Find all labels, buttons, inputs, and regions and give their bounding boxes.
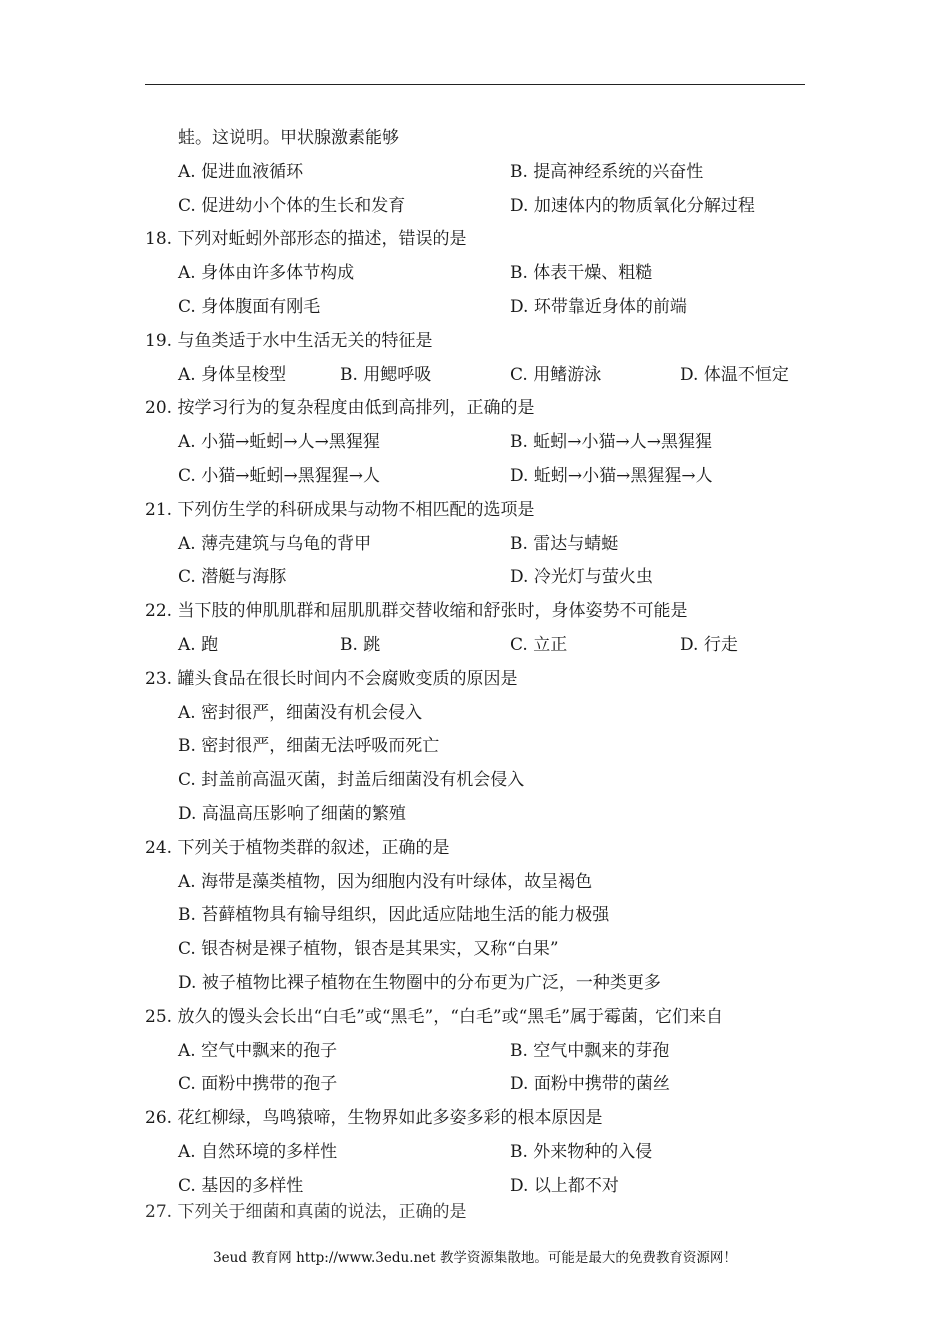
q21-options-row-1 [145,528,805,562]
q18-option-b: B. 体表干燥、粗糙 [510,263,653,284]
q17-option-b: B. 提高神经系统的兴奋性 [510,161,704,182]
q24-option-b: B. 苔藓植物具有输导组织，因此适应陆地生活的能力极强 [178,905,610,926]
q26-options-row-2 [145,1170,805,1204]
q20-option-d: D. 蚯蚓→小猫→黑猩猩→人 [510,465,713,486]
q24-option-d: D. 被子植物比裸子植物在生物圈中的分布更为广泛，一种类更多 [178,972,661,993]
q21-option-c: C. 潜艇与海豚 [178,567,287,588]
q17-option-d: D. 加速体内的物质氧化分解过程 [510,195,755,216]
q23-option-b: B. 密封很严，细菌无法呼吸而死亡 [178,736,440,757]
q20-stem: 20. 按学习行为的复杂程度由低到高排列，正确的是 [145,398,535,419]
q18-option-d: D. 环带靠近身体的前端 [510,296,687,317]
q21-option-d: D. 冷光灯与萤火虫 [510,567,653,588]
q18-option-c: C. 身体腹面有刚毛 [178,296,321,317]
q21-option-a: A. 薄壳建筑与乌龟的背甲 [178,533,372,554]
q19-options-row [145,359,805,393]
q17-options-row-2 [145,190,805,224]
q19-option-a: A. 身体呈梭型 [178,364,287,385]
q19-option-c: C. 用鳍游泳 [510,364,602,385]
q24-option-c: C. 银杏树是裸子植物，银杏是其果实，又称“白果” [178,939,559,960]
q23-stem: 23. 罐头食品在很长时间内不会腐败变质的原因是 [145,668,518,689]
q17-option-a: A. 促进血液循环 [178,161,304,182]
q26-options-row-1 [145,1136,805,1170]
q18-options-row-1 [145,257,805,291]
page-footer: 3eud 教育网 http://www.3edu.net 教学资源集散地。可能是最大的免费教育资源网！ [213,1250,737,1266]
q25-options-row-2 [145,1068,805,1102]
q18-options-row-2 [145,291,805,325]
q20-option-a: A. 小猫→蚯蚓→人→黑猩猩 [178,432,380,453]
q25-options-row-1 [145,1035,805,1069]
q19-option-d: D. 体温不恒定 [680,364,789,385]
q26-stem: 26. 花红柳绿，鸟鸣猿啼，生物界如此多姿多彩的根本原因是 [145,1108,603,1129]
q24-stem: 24. 下列关于植物类群的叙述，正确的是 [145,837,450,858]
q20-options-row-1 [145,426,805,460]
q22-option-b: B. 跳 [340,634,381,655]
q27-stem-text: 27. 下列关于细菌和真菌的说法，正确的是 [145,1202,467,1222]
q26-option-b: B. 外来物种的入侵 [510,1141,653,1162]
q22-options-row [145,629,805,663]
q23-option-d: D. 高温高压影响了细菌的繁殖 [178,803,406,824]
q25-option-a: A. 空气中飘来的孢子 [178,1040,338,1061]
q18-stem: 18. 下列对蚯蚓外部形态的描述，错误的是 [145,229,467,250]
q23-option-a: A. 密封很严，细菌没有机会侵入 [178,702,423,723]
q23-option-c: C. 封盖前高温灭菌，封盖后细菌没有机会侵入 [178,770,525,791]
q22-stem: 22. 当下肢的伸肌肌群和屈肌肌群交替收缩和舒张时，身体姿势不可能是 [145,601,688,622]
q25-option-b: B. 空气中飘来的芽孢 [510,1040,670,1061]
q20-options-row-2 [145,460,805,494]
q20-option-c: C. 小猫→蚯蚓→黑猩猩→人 [178,465,380,486]
q20-option-b: B. 蚯蚓→小猫→人→黑猩猩 [510,432,713,453]
q21-stem: 21. 下列仿生学的科研成果与动物不相匹配的选项是 [145,499,535,520]
header-rule [145,84,805,85]
q17-option-c: C. 促进幼小个体的生长和发育 [178,195,406,216]
q22-option-a: A. 跑 [178,634,219,655]
exam-content [145,122,805,1204]
q25-option-c: C. 面粉中携带的孢子 [178,1074,338,1095]
q19-option-b: B. 用鳃呼吸 [340,364,432,385]
q26-option-d: D. 以上都不对 [510,1175,619,1196]
q21-options-row-2 [145,561,805,595]
q18-option-a: A. 身体由许多体节构成 [178,263,355,284]
q25-option-d: D. 面粉中携带的菌丝 [510,1074,670,1095]
q26-option-c: C. 基因的多样性 [178,1175,304,1196]
q19-stem: 19. 与鱼类适于水中生活无关的特征是 [145,330,433,351]
q26-option-a: A. 自然环境的多样性 [178,1141,338,1162]
q17-stem-continuation: 蛙。这说明。甲状腺激素能够 [178,128,399,148]
q22-option-d: D. 行走 [680,634,738,655]
q27-stem-cut-off [145,1202,565,1224]
q24-option-a: A. 海带是藻类植物，因为细胞内没有叶绿体，故呈褐色 [178,871,593,892]
q25-stem: 25. 放久的馒头会长出“白毛”或“黑毛”，“白毛”或“黑毛”属于霉菌，它们来自 [145,1006,723,1027]
q17-options-row-1 [145,156,805,190]
q21-option-b: B. 雷达与蜻蜓 [510,533,619,554]
q22-option-c: C. 立正 [510,634,568,655]
